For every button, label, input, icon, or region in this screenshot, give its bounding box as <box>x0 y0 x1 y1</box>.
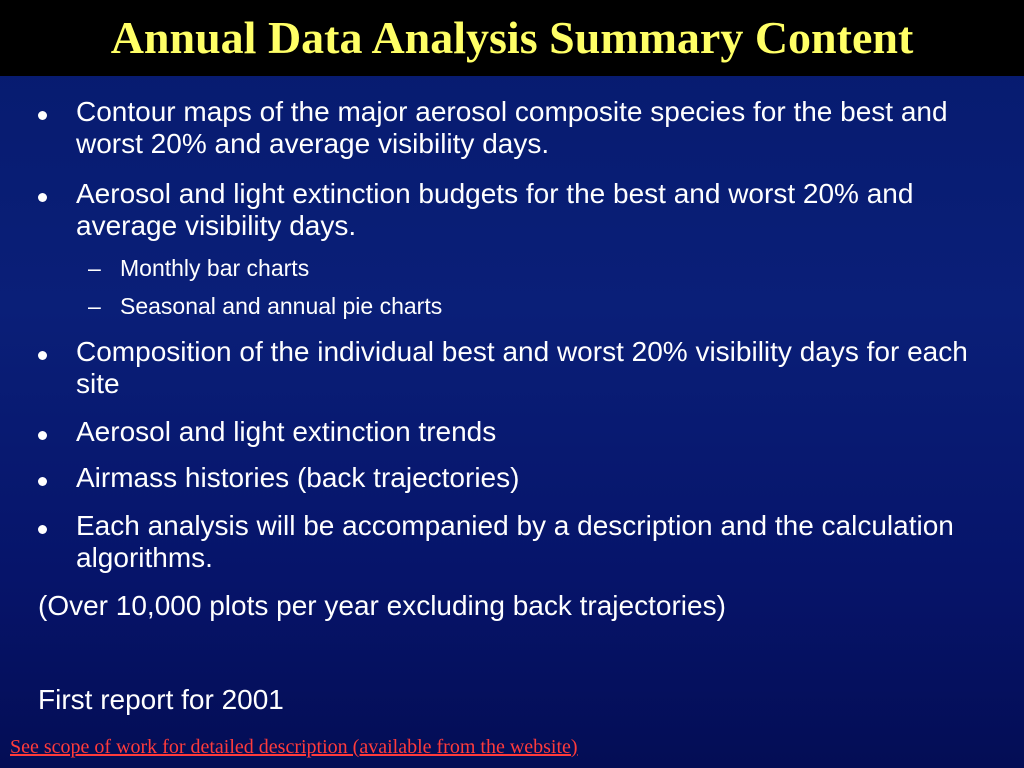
bullet-dot-icon <box>38 351 47 360</box>
scope-of-work-link[interactable]: See scope of work for detailed description (available from the website) <box>10 736 578 758</box>
plots-note: (Over 10,000 plots per year excluding back trajectories) <box>38 590 726 621</box>
slide-title: Annual Data Analysis Summary Content <box>110 12 914 63</box>
bullet-text: Aerosol and light extinction trends <box>76 416 497 447</box>
bullet-text: Composition of the individual best and worst 20% visibility days for each site <box>76 336 968 399</box>
bullet-dot-icon <box>38 193 47 202</box>
bullet-text: Aerosol and light extinction budgets for the best and worst 20% and average visibility days. <box>76 178 914 241</box>
first-report-text: First report for 2001 <box>38 684 284 715</box>
bullet-dot-icon <box>38 111 47 120</box>
bullet-dot-icon <box>38 431 47 440</box>
dash-icon: – <box>88 255 101 281</box>
sub-bullet-text: Seasonal and annual pie charts <box>120 293 443 319</box>
bullet-text: Each analysis will be accompanied by a description and the calculation algorithms. <box>76 510 954 573</box>
bullet-text: Contour maps of the major aerosol composite species for the best and worst 20% and average visibility days. <box>76 96 948 159</box>
sub-bullet-text: Monthly bar charts <box>120 255 310 281</box>
bullet-dot-icon <box>38 477 47 486</box>
bullet-text: Airmass histories (back trajectories) <box>76 462 520 493</box>
bullet-dot-icon <box>38 525 47 534</box>
dash-icon: – <box>88 293 101 319</box>
